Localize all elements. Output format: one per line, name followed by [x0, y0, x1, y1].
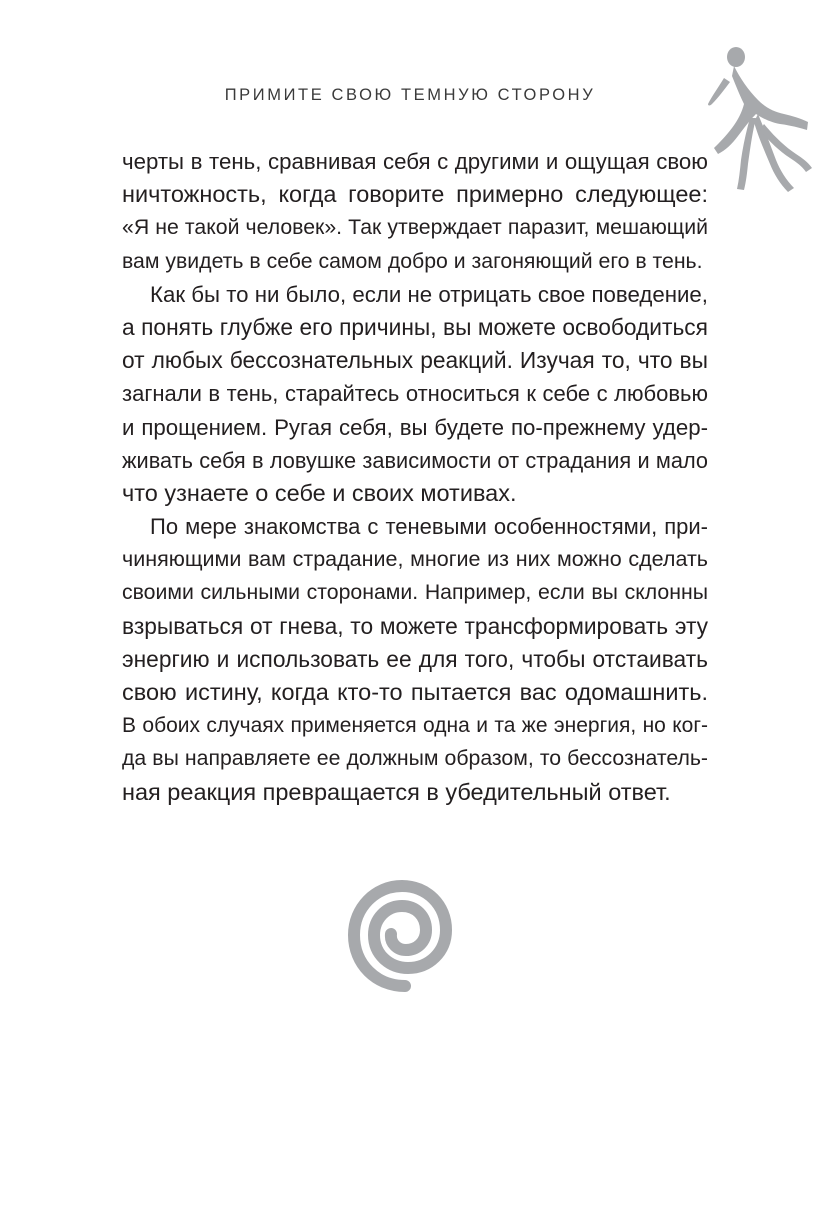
text-line: взрываться от гнева, то можете трансформировать эту: [122, 612, 708, 639]
spiral-icon: [330, 858, 480, 1008]
text-line: «Я не такой человек». Так утверждает паразит, мешающий: [122, 215, 708, 240]
text-line: своими сильными сторонами. Например, если вы склонны: [122, 580, 708, 605]
text-line: черты в тень, сравнивая себя с другими и ощущая свою: [122, 149, 708, 174]
text-line-content: Как бы то ни было, если не отрицать свое поведение,: [150, 281, 708, 307]
text-line: ная реакция превращается в убедительный ответ.: [122, 778, 671, 805]
text-line: ничтожность, когда говорите примерно следующее:: [122, 181, 708, 208]
text-line-first: [122, 278, 708, 311]
text-line: загнали в тень, старайтесь относиться к себе с любовью: [122, 381, 708, 407]
paragraph-2: [122, 278, 708, 510]
text-line: свою истину, когда кто-то пытается вас одомашнить.: [122, 679, 708, 705]
text-line: да вы направляете ее должным образом, то бессознатель-: [122, 746, 708, 771]
text-line: чиняющими вам страдание, многие из них можно сделать: [122, 547, 708, 572]
text-line: По мере знакомства с теневыми особенностями, при-: [150, 514, 708, 540]
running-header: ПРИМИТЕ СВОЮ ТЕМНУЮ СТОРОНУ: [224, 86, 596, 104]
text-line: и прощением. Ругая себя, вы будете по-прежнему удер-: [122, 414, 708, 440]
text-line: что узнаете о себе и своих мотивах.: [122, 479, 517, 506]
text-line: В обоих случаях применяется одна и та же энергия, но ког-: [122, 714, 708, 738]
body-text: [122, 145, 708, 809]
paragraph-1: [122, 145, 708, 278]
text-line: вам увидеть в себе самом добро и загоняющий его в тень.: [122, 248, 703, 273]
stick-figure-icon: [704, 44, 814, 194]
text-line: от любых бессознательных реакций. Изучая то, что вы: [122, 347, 708, 374]
text-line: а понять глубже его причины, вы можете освободиться: [122, 313, 708, 340]
paragraph-3: [122, 510, 708, 809]
text-line: живать себя в ловушке зависимости от страдания и мало: [122, 447, 708, 473]
text-line: энергию и использовать ее для того, чтобы отстаивать: [122, 645, 708, 672]
